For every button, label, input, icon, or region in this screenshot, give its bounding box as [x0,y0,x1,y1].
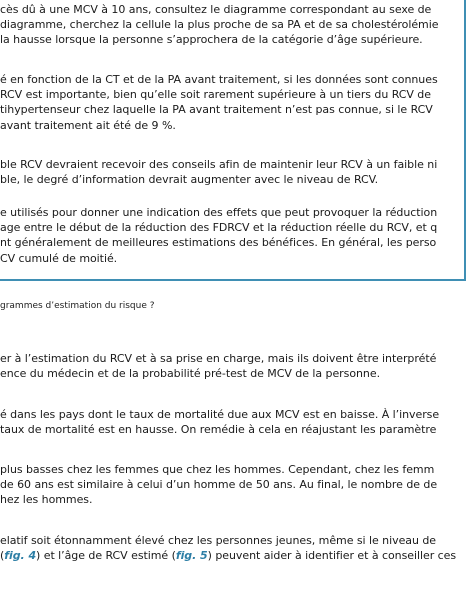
box-paragraph-1 [0,2,438,48]
text-line: cès dû à une MCV à 10 ans, consultez le diagramme correspondant au sexe de [0,3,432,16]
text-line: nt généralement de meilleures estimations des bénéfices. En général, les perso [0,236,437,250]
figure-reference-5[interactable]: fig. 5 [175,549,208,563]
text-line: RCV est importante, bien qu’elle soit rarement supérieure à un tiers du RCV de [0,88,431,102]
text-line: la hausse lorsque la personne s’approchera de la catégorie d’âge supérieure. [0,33,423,47]
text-line: er à l’estimation du RCV et à sa prise en charge, mais ils doivent être interprété [0,352,437,365]
text-line: de 60 ans est similaire à celui d’un homme de 50 ans. Au final, le nombre de de [0,478,438,492]
text-line: tihypertenseur chez laquelle la PA avant traitement n’est pas connue, si le RCV [0,103,433,117]
text-line: (fig. 4) et l’âge de RCV estimé (fig. 5) peuvent aider à identifier et à conseiller ces [0,549,457,563]
text-line: taux de mortalité est en hausse. On remédie à cela en réajustant les paramètre [0,423,437,437]
text-line: plus basses chez les femmes que chez les hommes. Cependant, chez les femm [0,463,435,476]
text-line: CV cumulé de moitié. [0,251,118,265]
text-line: e utilisés pour donner une indication des effets que peut provoquer la réduction [0,206,438,219]
text-line: age entre le début de la réduction des FDRCV et la réduction réelle du RCV, et q [0,221,438,235]
figure-reference-4[interactable]: fig. 4 [4,549,37,563]
box-paragraph-3 [0,157,437,187]
text-line: hez les hommes. [0,493,93,507]
text-line: diagramme, cherchez la cellule la plus proche de sa PA et de sa cholestérolémie [0,18,439,32]
text-fragment: ) peuvent aider à identifier et à conseiller ces [207,549,457,563]
text-line: ble, le degré d’information devrait augmenter avec le niveau de RCV. [0,173,379,187]
text-line: avant traitement ait été de 9 %. [0,118,176,132]
text-line: ence du médecin et de la probabilité pré-test de MCV de la personne. [0,367,381,381]
box-paragraph-2 [0,72,438,133]
paragraph-7 [0,462,437,508]
text-line: elatif soit étonnamment élevé chez les personnes jeunes, même si le niveau de [0,534,436,547]
paragraph-8 [0,533,456,563]
text-line: é en fonction de la CT et de la PA avant traitement, si les données sont connues [0,73,438,86]
box-paragraph-4 [0,205,437,266]
text-line: é dans les pays dont le taux de mortalité due aux MCV est en baisse. À l’inverse [0,408,440,421]
section-question: grammes d’estimation du risque ? [0,301,155,311]
paragraph-5 [0,351,436,381]
text-line: ble RCV devraient recevoir des conseils afin de maintenir leur RCV à un faible ni [0,158,438,171]
paragraph-6 [0,407,439,437]
text-fragment: ) et l’âge de RCV estimé ( [36,549,176,563]
